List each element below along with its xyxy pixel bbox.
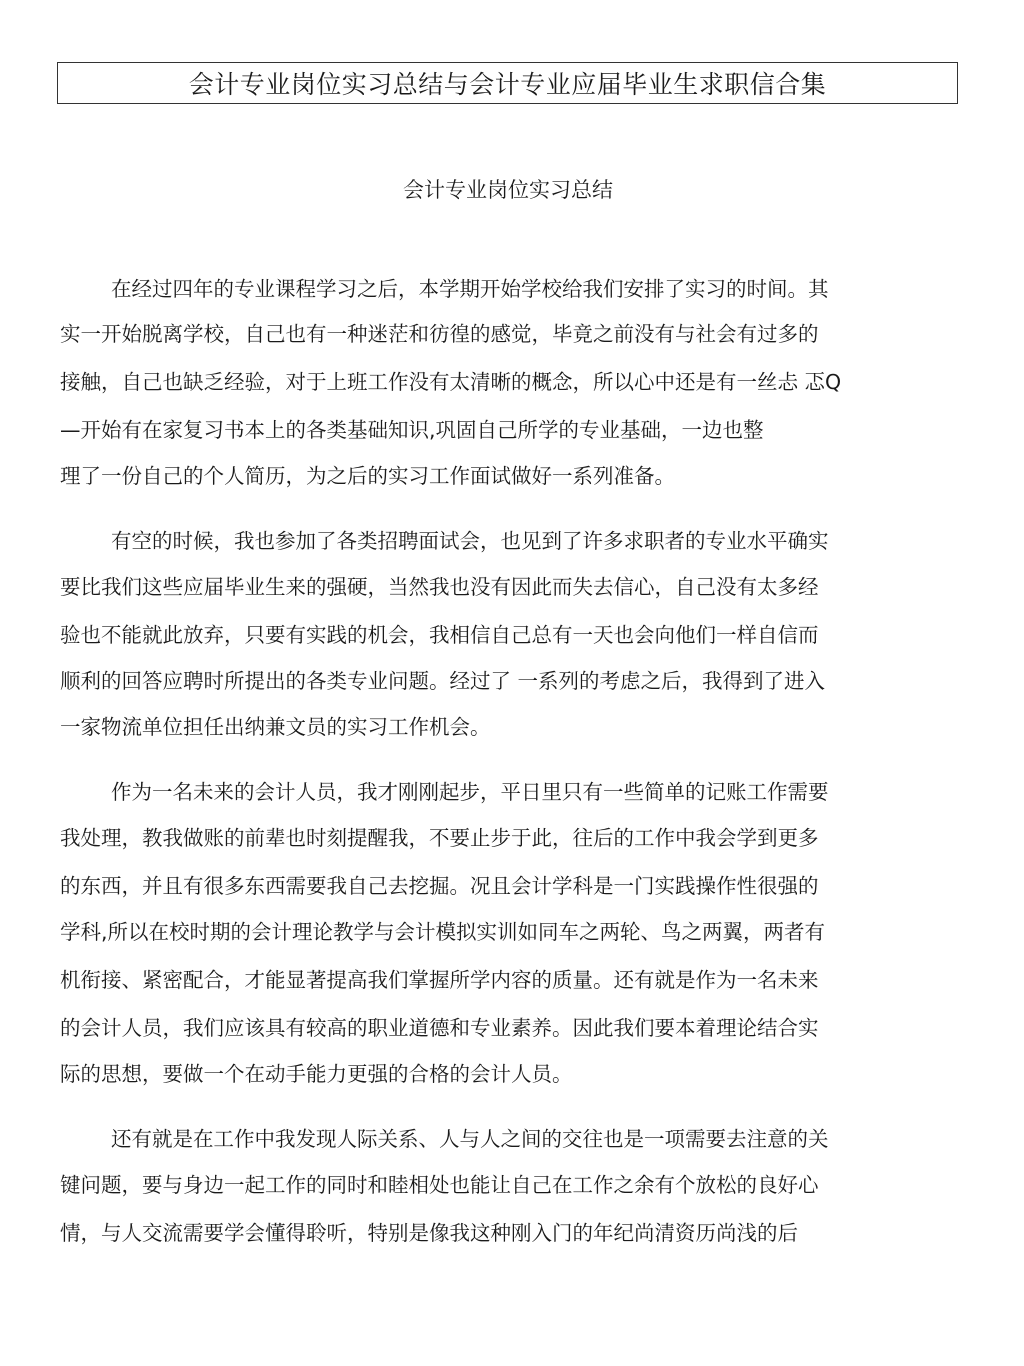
paragraph-line: 的会计人员，我们应该具有较高的职业道德和专业素养。因此我们要本着理论结合实: [60, 1016, 819, 1040]
paragraph-line: 有空的时候，我也参加了各类招聘面试会，也见到了许多求职者的专业水平确实: [111, 529, 829, 553]
paragraph-line: 验也不能就此放弃，只要有实践的机会，我相信自己总有一天也会向他们一样自信而: [60, 623, 819, 647]
paragraph-line: 机衔接、紧密配合，才能显著提高我们掌握所学内容的质量。还有就是作为一名未来: [60, 968, 819, 992]
paragraph-line: 际的思想，要做一个在动手能力更强的合格的会计人员。: [60, 1062, 573, 1086]
paragraph-line: 一家物流单位担任出纳兼文员的实习工作机会。: [60, 715, 491, 739]
paragraph-line: 的东西，并且有很多东西需要我自己去挖掘。况且会计学科是一门实践操作性很强的: [60, 874, 819, 898]
paragraph-line: 实一开始脱离学校，自己也有一种迷茫和彷徨的感觉，毕竟之前没有与社会有过多的: [60, 322, 819, 346]
document-title: 会计专业岗位实习总结与会计专业应届毕业生求职信合集: [188, 70, 827, 99]
paragraph-line: 情，与人交流需要学会懂得聆听，特别是像我这种刚入门的年纪尚清资历尚浅的后: [60, 1221, 798, 1245]
paragraph-line: 理了一份自己的个人简历，为之后的实习工作面试做好一系列准备。: [60, 464, 675, 488]
paragraph-line: 学科,所以在校时期的会计理论教学与会计模拟实训如同车之两轮、鸟之两翼，两者有: [60, 920, 826, 944]
paragraph-line: 在经过四年的专业课程学习之后，本学期开始学校给我们安排了实习的时间。其: [111, 277, 829, 301]
paragraph-line: 要比我们这些应届毕业生来的强硬，当然我也没有因此而失去信心，自己没有太多经: [60, 575, 819, 599]
document-title-box: [57, 62, 958, 104]
paragraph-line: 作为一名未来的会计人员，我才刚刚起步，平日里只有一些简单的记账工作需要: [111, 780, 829, 804]
paragraph-line: 键问题，要与身边一起工作的同时和睦相处也能让自己在工作之余有个放松的良好心: [60, 1173, 819, 1197]
paragraph-line: —开始有在家复习书本上的各类基础知识,巩固自己所学的专业基础，一边也整: [60, 418, 764, 442]
paragraph-line: 我处理，教我做账的前辈也时刻提醒我，不要止步于此，往后的工作中我会学到更多: [60, 826, 819, 850]
section-title: 会计专业岗位实习总结: [403, 178, 613, 202]
paragraph-line: 还有就是在工作中我发现人际关系、人与人之间的交往也是一项需要去注意的关: [111, 1127, 829, 1151]
paragraph-line: 顺利的回答应聘时所提出的各类专业问题。经过了 一系列的考虑之后，我得到了进入: [60, 669, 826, 693]
paragraph-line: 接触，自己也缺乏经验，对于上班工作没有太清晰的概念，所以心中还是有一丝忐 忑Q: [60, 370, 842, 394]
